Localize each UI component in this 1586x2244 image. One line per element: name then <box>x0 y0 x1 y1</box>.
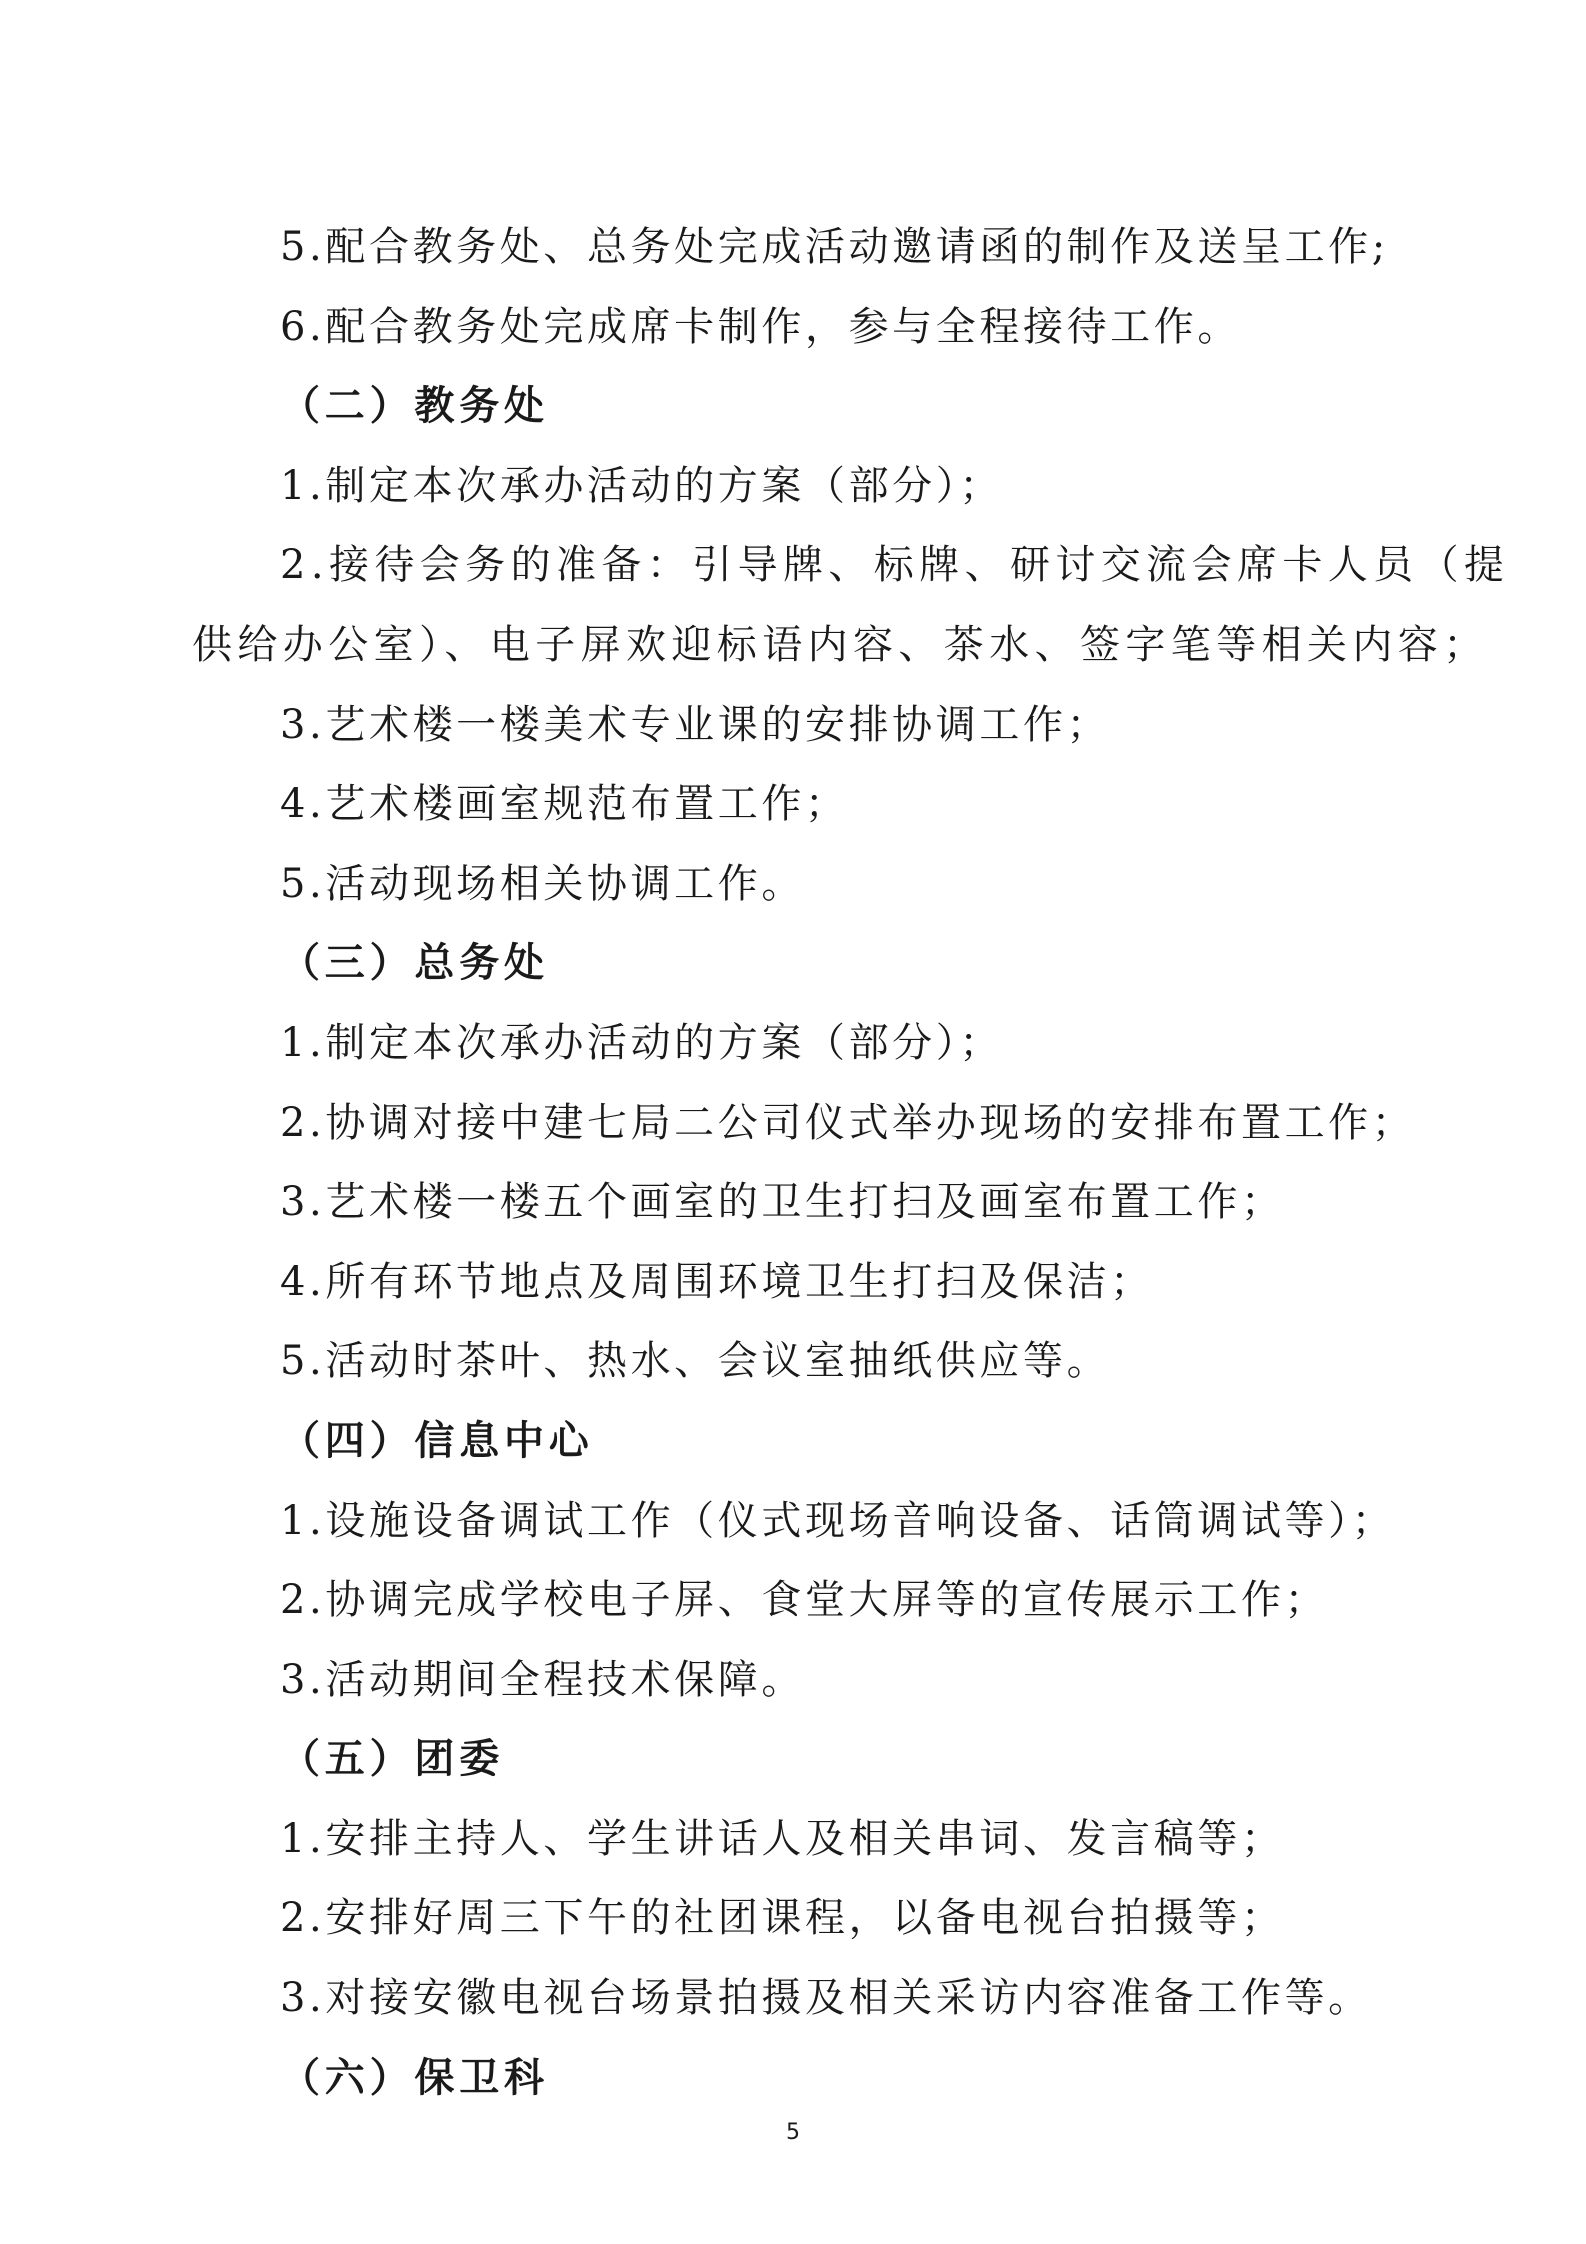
page-number: 5 <box>786 2120 800 2145</box>
section-heading: （四）信息中心 <box>280 1417 594 1464</box>
paragraph-line: 3.对接安徽电视台场景拍摄及相关采访内容准备工作等。 <box>280 1975 1372 2022</box>
paragraph-line: 4.所有环节地点及周围环境卫生打扫及保洁； <box>280 1258 1154 1305</box>
paragraph-line: 2.协调对接中建七局二公司仪式举办现场的安排布置工作； <box>280 1099 1416 1146</box>
section-heading: （三）总务处 <box>280 940 549 987</box>
document-body <box>192 208 1510 2118</box>
paragraph-line: 4.艺术楼画室规范布置工作； <box>280 781 849 828</box>
paragraph-line: 1.制定本次承办活动的方案（部分）； <box>280 1019 1003 1066</box>
section-heading: （六）保卫科 <box>280 2054 549 2101</box>
paragraph-line: 2.协调完成学校电子屏、食堂大屏等的宣传展示工作； <box>280 1577 1329 1624</box>
paragraph-line: 1.设施设备调试工作（仪式现场音响设备、话筒调试等）； <box>280 1497 1396 1544</box>
section-heading: （五）团委 <box>280 1736 504 1783</box>
paragraph-line: 1.制定本次承办活动的方案（部分）； <box>280 462 1003 509</box>
paragraph-line: 3.活动期间全程技术保障。 <box>280 1656 805 1703</box>
paragraph-line: 5.活动时茶叶、热水、会议室抽纸供应等。 <box>280 1338 1111 1385</box>
paragraph-line: 3.艺术楼一楼五个画室的卫生打扫及画室布置工作； <box>280 1179 1285 1226</box>
paragraph-line: 2.安排好周三下午的社团课程，以备电视台拍摄等； <box>280 1895 1285 1942</box>
paragraph-line: 1.安排主持人、学生讲话人及相关串词、发言稿等； <box>280 1815 1285 1862</box>
paragraph-line: 6.配合教务处完成席卡制作，参与全程接待工作。 <box>280 303 1241 350</box>
paragraph-line: 2.接待会务的准备：引导牌、标牌、研讨交流会席卡人员（提 <box>280 542 1510 589</box>
paragraph-line: 5.配合教务处、总务处完成活动邀请函的制作及送呈工作; <box>280 224 1389 270</box>
paragraph-line: 3.艺术楼一楼美术专业课的安排协调工作； <box>280 701 1111 748</box>
paragraph-line-continuation: 供给办公室）、电子屏欢迎标语内容、茶水、签字笔等相关内容； <box>192 621 1489 668</box>
paragraph-line: 5.活动现场相关协调工作。 <box>280 860 805 907</box>
section-heading: （二）教务处 <box>280 383 549 430</box>
